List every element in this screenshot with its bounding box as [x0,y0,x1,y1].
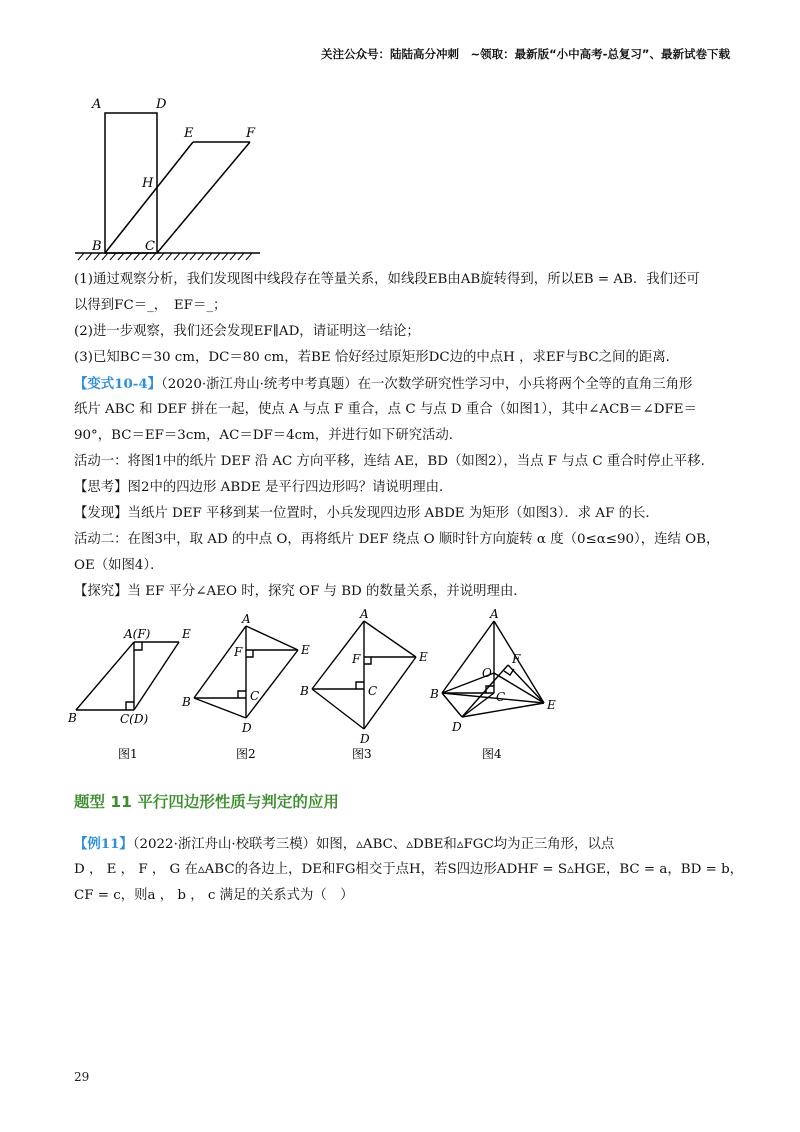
fig4-label-a: A [490,607,499,621]
fig3-ea [364,621,416,657]
variant-10-4-activity2: 活动二：在图3中，取 AD 的中点 O，再将纸片 DEF 绕点 O 顺时针方向旋转 α 度（0≤α≤90），连结 OB， [74,532,720,547]
variant-10-4-activity2-cont: OE（如图4）． [74,558,164,573]
page-number: 29 [74,1070,90,1084]
label-e: E [184,126,194,141]
fig1-right-angle-c [126,702,134,710]
fig1-ce [134,642,179,710]
variant-tag: 【变式10-4】 [74,376,162,392]
fig2-right-angle-f [246,650,253,657]
fig1-label-b: B [68,711,77,725]
fig3-label-f: F [352,652,361,666]
fig2-de [246,650,298,718]
label-a: A [92,97,102,112]
page-header: 关注公众号：陆陆高分冲刺 ~领取：最新版“小中高考-总复习”、最新试卷下载 [320,47,730,61]
variant-10-4-discover: 【发现】当纸片 DEF 平移到某一位置时，小兵发现四边形 ABDE 为矩形（如图3）．求 AF 的长． [74,506,659,521]
fig4-caption: 图4 [482,747,502,761]
fig1-right-angle-a [134,642,142,650]
segment-be [105,142,193,253]
fig2-ab [194,626,246,698]
fig2-bd [194,698,246,718]
fig2-label-d: D [242,721,252,735]
fig1-ab [76,642,134,710]
fig2-label-b: B [182,695,191,709]
fig4-label-b: B [430,687,439,701]
example-source: （2022·浙江舟山·校联考三模）如图，▵ABC、▵DBE和▵FGC均为正三角形，以点 [132,837,615,852]
example-tag: 【例11】 [74,836,133,852]
fig3-label-e: E [419,650,428,664]
fig3-right-angle-f [364,657,371,664]
fig4-label-o: O [482,666,492,680]
variant-10-4-line3: 90°，BC＝EF＝3cm，AC＝DF＝4cm，并进行如下研究活动． [74,428,463,443]
fig2-caption: 图2 [236,747,256,761]
fig3-label-a: A [360,607,369,621]
label-h: H [142,176,154,191]
fig3-label-b: B [300,684,309,698]
fig4-label-f: F [512,652,521,666]
fig2-label-e: E [301,643,310,657]
variant-10-4-activity1: 活动一：将图1中的纸片 DEF 沿 AC 方向平移，连结 AE，BD（如图2），当点 F 与点 C 重合时停止平移． [74,454,714,469]
variant-10-4-line1 [74,374,734,395]
fig3-label-d: D [360,732,370,746]
variant-10-4-explore: 【探究】当 EF 平分∠AEO 时，探究 OF 与 BD 的数量关系，并说明理由． [74,584,527,599]
fig4-bd [442,693,462,717]
label-c: C [145,239,155,254]
fig3-label-c: C [368,684,378,698]
fig3-right-angle-c [356,682,364,689]
fig1-label-e: E [182,627,191,641]
fig3-caption: 图3 [352,747,372,761]
problem-10-part1-line2: 以得到FC＝_， EF＝_； [74,298,227,313]
fig2-label-c: C [250,689,260,703]
example-11-line2: D ， E ， F ， G 在▵ABC的各边上，DE和FG相交于点H，若S四边形ADHF = S▵HGE，BC = a，BD = b， [74,862,744,877]
fig4-de [462,703,544,717]
problem-10-part2: (2)进一步观察，我们还会发现EF∥AD，请证明这一结论； [74,324,420,339]
variant-10-4-line2: 纸片 ABC 和 DEF 拼在一起，使点 A 与点 F 重合，点 C 与点 D 重合（如图1），其中∠ACB＝∠DFE＝ [74,402,697,417]
example-11-line3: CF = c，则a ， b ， c 满足的关系式为（ ） [74,888,354,903]
fig4-label-e: E [547,698,556,712]
fig1-label-cd: C(D) [120,712,149,726]
example-11-line1 [74,834,734,855]
variant-source: （2020·浙江舟山·统考中考真题）在一次数学研究性学习中，小兵将两个全等的直角三角形 [161,377,693,392]
figure-4 [426,605,576,762]
problem-10-part1-line1: (1)通过观察分析，我们发现图中线段存在等量关系，如线段EB由AB旋转得到，所以EB = AB．我们还可 [74,272,700,287]
section-title: 题型 11 平行四边形性质与判定的应用 [74,793,339,811]
label-d: D [156,97,167,112]
fig4-label-d: D [452,720,462,734]
figure-3 [296,605,436,762]
fig4-label-c: C [496,690,506,704]
ground-hatching [78,253,252,260]
fig4-ab [442,621,494,693]
fig2-label-a: A [242,612,251,626]
problem-10-part3: (3)已知BC＝30 cm，DC＝80 cm，若BE 恰好经过原矩形DC边的中点H ，求EF与BC之间的距离． [74,350,680,365]
label-b: B [92,239,102,254]
fig1-caption: 图1 [118,747,138,761]
fig2-right-angle-c [238,691,246,698]
fig3-bd [312,689,364,729]
fig2-label-f: F [234,645,243,659]
fig1-label-af: A(F) [124,627,151,641]
variant-10-4-think: 【思考】图2中的四边形 ABDE 是平行四边形吗？请说明理由． [74,480,453,495]
segment-fc [157,142,250,253]
label-f: F [246,126,256,141]
rectangle-rotation-figure [70,90,290,270]
fig2-ea [246,626,298,650]
